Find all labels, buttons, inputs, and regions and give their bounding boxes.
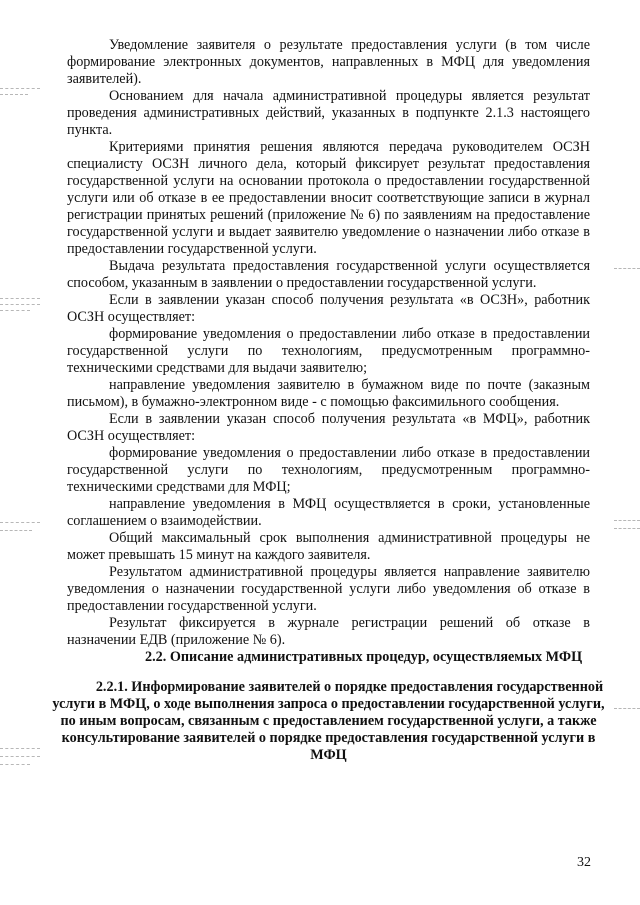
paragraph-criteria: Критериями принятия решения являются передача руководителем ОСЗН специалисту ОСЗН личного дела, который фиксирует результат предоставления государственной услуги на основании протокола о предоставлении государственной услуги или об отказе в ее предоставлении вносит соответствующие записи в журнал регистрации принятых решений (приложение № 6) по заявлениям на предоставление государственной услуги и выдает заявителю уведомление о назначении либо отказе в предоставлении государственной услуги. [67,139,590,257]
paragraph-max-time: Общий максимальный срок выполнения административной процедуры не может превышать 15 минут на каждого заявителя. [67,530,590,563]
paragraph-issuance: Выдача результата предоставления государственной услуги осуществляется способом, указанным в заявлении о предоставлении государственной услуги. [67,258,590,291]
scan-artifact [0,94,28,95]
section-heading: 2.2. Описание административных процедур, осуществляемых МФЦ [145,649,583,665]
scan-artifact [0,748,40,749]
paragraph-oszn-forming: формирование уведомления о предоставлении либо отказе в предоставлении государственной услуги по технологиям, предусмотренным программно-техническими средствами для выдачи заявителю; [67,326,590,376]
scan-artifact [0,522,40,523]
paragraph-mfc-sending: направление уведомления в МФЦ осуществляется в сроки, установленные соглашением о взаимодействии. [67,496,590,529]
paragraph-mfc-method: Если в заявлении указан способ получения результата «в МФЦ», работник ОСЗН осуществляет: [67,411,590,444]
scan-artifact [614,708,640,709]
scan-artifact [0,298,40,299]
scan-artifact [0,88,40,89]
scan-artifact [614,528,640,529]
scan-artifact [614,520,640,521]
subsection-heading: 2.2.1. Информирование заявителей о порядке предоставления государственной услуги в МФЦ, о ходе выполнения запроса о предоставлении государственной услуги, по иным вопросам, связанным с предоставлением государственной услуги, а также консультирование заявителей о порядке предоставления государственной услуги в МФЦ [52,679,605,763]
paragraph-mfc-forming: формирование уведомления о предоставлении либо отказе в предоставлении государственной услуги по технологиям, предусмотренным программно-техническими средствами для МФЦ; [67,445,590,495]
paragraph-oszn-sending: направление уведомления заявителю в бумажном виде по почте (заказным письмом), в бумажно-электронном виде - с помощью факсимильного сообщения. [67,377,590,410]
scan-artifact [0,304,40,305]
paragraph-registration: Результат фиксируется в журнале регистрации решений об отказе в назначении ЕДВ (приложение № 6). [67,615,590,648]
paragraph-oszn-method: Если в заявлении указан способ получения результата «в ОСЗН», работник ОСЗН осуществляет: [67,292,590,325]
scan-artifact [0,310,30,311]
scan-artifact [0,764,30,765]
scan-artifact [614,268,640,269]
paragraph-basis: Основанием для начала административной процедуры является результат проведения административных действий, указанных в подпункте 2.1.3 настоящего пункта. [67,88,590,138]
scan-artifact [0,756,40,757]
paragraph-notification: Уведомление заявителя о результате предоставления услуги (в том числе формирование электронных документов, направленных в МФЦ для уведомления заявителей). [67,37,590,87]
page-number: 32 [577,855,591,870]
scan-artifact [0,530,32,531]
document-body [52,37,605,764]
paragraph-result: Результатом административной процедуры является направление заявителю уведомления о назначении государственной услуги либо уведомления об отказе в предоставлении государственной услуги. [67,564,590,614]
